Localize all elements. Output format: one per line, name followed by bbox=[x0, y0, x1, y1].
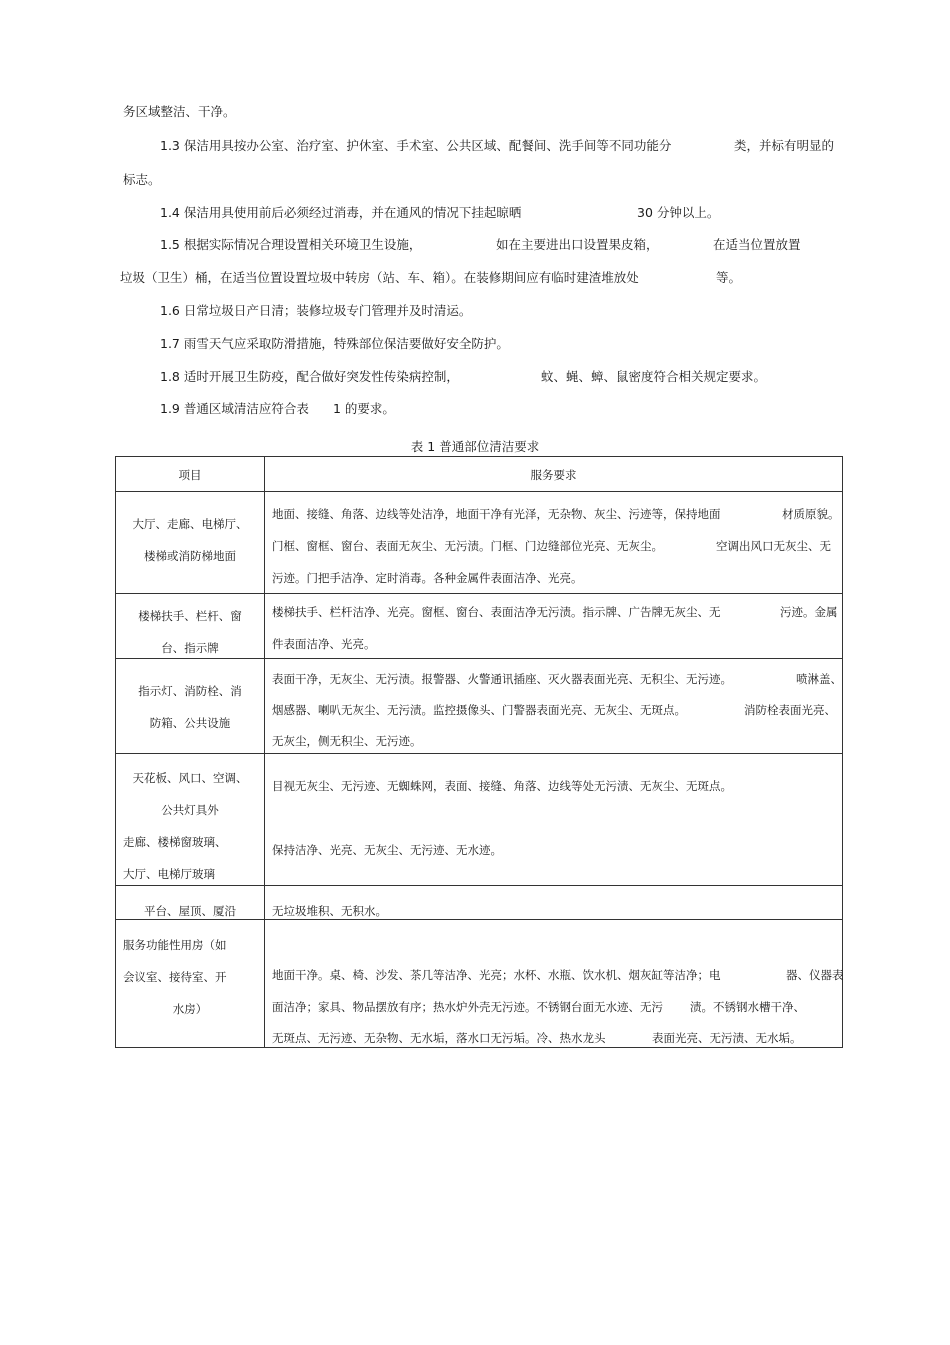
text-line: 类，并标有明显的 bbox=[734, 138, 835, 153]
requirement-text: 无斑点、无污迹、无杂物、无水垢，落水口无污垢。冷、热水龙头 bbox=[272, 1031, 606, 1045]
item-line: 服务功能性用房（如 bbox=[123, 938, 227, 952]
requirement-text: 消防栓表面光亮、 bbox=[744, 703, 836, 717]
table-row bbox=[116, 886, 843, 920]
text-line: 如在主要进出口设置果皮箱， bbox=[496, 237, 659, 252]
requirement-text: 烟感器、喇叭无灰尘、无污渍。监控摄像头、门警器表面光亮、无灰尘、无斑点。 bbox=[272, 703, 686, 717]
requirement-text: 表面干净，无灰尘、无污渍。报警器、火警通讯插座、灭火器表面光亮、无积尘、无污迹。 bbox=[272, 672, 732, 686]
requirement-line: 保持洁净、光亮、无灰尘、无污迹、无水迹。 bbox=[272, 843, 502, 857]
table-cell-requirement bbox=[265, 492, 843, 594]
text-line: 1.3 保洁用具按办公室、治疗室、护休室、手术室、公共区域、配餐间、洗手间等不同功能分 bbox=[160, 138, 672, 153]
table-cell-item bbox=[116, 754, 265, 886]
requirement-text: 楼梯扶手、栏杆洁净、光亮。窗框、窗台、表面洁净无污渍。指示牌、广告牌无灰尘、无 bbox=[272, 605, 721, 619]
table-cell-requirement bbox=[265, 594, 843, 659]
table-header-cell bbox=[116, 457, 265, 492]
text-line: 1.8 适时开展卫生防疫，配合做好突发性传染病控制， bbox=[160, 369, 459, 384]
item-line: 平台、屋顶、厦沿 bbox=[144, 904, 236, 918]
table-cell-item bbox=[116, 886, 265, 920]
item-line: 天花板、风口、空调、 bbox=[132, 771, 248, 785]
table-cell-item bbox=[116, 492, 265, 594]
requirement-text: 面洁净；家具、物品摆放有序；热水炉外壳无污迹。不锈钢台面无水迹、无污 bbox=[272, 1000, 663, 1014]
table-row bbox=[116, 492, 843, 594]
table-cell-item bbox=[116, 659, 265, 754]
requirement-line: 目视无灰尘、无污迹、无蜘蛛网，表面、接缝、角落、边线等处无污渍、无灰尘、无斑点。 bbox=[272, 779, 732, 793]
table-row bbox=[116, 920, 843, 1048]
requirement-text: 无灰尘，侧无积尘、无污迹。 bbox=[272, 734, 422, 748]
text-line: 30 分钟以上。 bbox=[637, 205, 720, 220]
table-cell-requirement bbox=[265, 754, 843, 886]
table-caption: 表 1 普通部位清洁要求 bbox=[410, 439, 540, 454]
requirement-text: 器、仪器表 bbox=[786, 968, 844, 982]
table-row bbox=[116, 659, 843, 754]
requirement-text: 材质原貌。 bbox=[782, 507, 840, 521]
table-cell-requirement bbox=[265, 886, 843, 920]
table-row bbox=[116, 594, 843, 659]
item-line: 楼梯扶手、栏杆、窗 bbox=[138, 609, 242, 623]
requirement-text: 表面光亮、无污渍、无水垢。 bbox=[652, 1031, 802, 1045]
table-header-row bbox=[116, 457, 843, 492]
requirement-text: 门框、窗框、窗台、表面无灰尘、无污渍。门框、门边缝部位光亮、无灰尘。 bbox=[272, 539, 663, 553]
text-line: 务区域整洁、干净。 bbox=[123, 104, 236, 119]
requirement-line: 无垃圾堆积、无积水。 bbox=[272, 904, 387, 918]
requirement-text: 空调出风口无灰尘、无 bbox=[716, 539, 831, 553]
paragraph-1-7 bbox=[160, 336, 509, 352]
paragraph-1-5 bbox=[120, 237, 850, 287]
item-line: 走廊、楼梯窗玻璃、 bbox=[123, 835, 227, 849]
requirement-text: 渍。不锈钢水槽干净、 bbox=[690, 1000, 805, 1014]
table-row bbox=[116, 754, 843, 886]
text-line: 1.4 保洁用具使用前后必须经过消毒，并在通风的情况下挂起晾晒 bbox=[160, 205, 522, 220]
requirement-text: 污迹。门把手洁净、定时消毒。各种金属件表面洁净、光亮。 bbox=[272, 571, 583, 585]
text-line: 1 的要求。 bbox=[333, 401, 395, 416]
table-cell-requirement bbox=[265, 920, 843, 1048]
table-cell-item bbox=[116, 920, 265, 1048]
requirement-text: 地面干净。桌、椅、沙发、茶几等洁净、光亮；水杯、水瓶、饮水机、烟灰缸等洁净；电 bbox=[272, 968, 721, 982]
text-line: 等。 bbox=[716, 270, 742, 285]
paragraph-1-6 bbox=[160, 303, 471, 319]
text-line: 在适当位置放置 bbox=[713, 237, 801, 252]
item-line: 指示灯、消防栓、消 bbox=[138, 684, 242, 698]
paragraph-continuation bbox=[123, 104, 236, 120]
paragraph-1-3 bbox=[123, 138, 850, 188]
item-line: 台、指示牌 bbox=[161, 641, 219, 655]
requirement-text: 地面、接缝、角落、边线等处洁净，地面干净有光泽，无杂物、灰尘、污迹等，保持地面 bbox=[272, 507, 721, 521]
requirement-text: 件表面洁净、光亮。 bbox=[272, 637, 376, 651]
header-requirement-label: 服务要求 bbox=[530, 468, 577, 482]
item-line: 楼梯或消防梯地面 bbox=[144, 549, 236, 563]
item-line: 大厅、走廊、电梯厅、 bbox=[132, 517, 248, 531]
requirement-text: 喷淋盖、 bbox=[796, 672, 842, 686]
text-line: 1.7 雨雪天气应采取防滑措施，特殊部位保洁要做好安全防护。 bbox=[160, 336, 509, 351]
table-header-cell bbox=[265, 457, 843, 492]
text-line: 1.9 普通区域清洁应符合表 bbox=[160, 401, 309, 416]
item-line: 会议室、接待室、开 bbox=[123, 970, 227, 984]
item-line: 水房） bbox=[172, 1002, 208, 1016]
item-line: 大厅、电梯厅玻璃 bbox=[123, 867, 215, 881]
header-item-label: 项目 bbox=[178, 468, 202, 482]
item-line: 防箱、公共设施 bbox=[149, 716, 231, 730]
table-cell-requirement bbox=[265, 659, 843, 754]
table-cell-item bbox=[116, 594, 265, 659]
cleaning-requirements-table bbox=[115, 456, 843, 1048]
text-line: 1.6 日常垃圾日产日清；装修垃圾专门管理并及时清运。 bbox=[160, 303, 472, 318]
text-line: 1.5 根据实际情况合理设置相关环境卫生设施， bbox=[160, 237, 422, 252]
item-line: 公共灯具外 bbox=[161, 803, 219, 817]
text-line: 标志。 bbox=[123, 172, 161, 187]
requirement-text: 污迹。金属 bbox=[780, 605, 838, 619]
text-line: 垃圾（卫生）桶，在适当位置设置垃圾中转房（站、车、箱）。在装修期间应有临时建渣堆放处 bbox=[120, 270, 639, 285]
text-line: 蚊、蝇、蟑、鼠密度符合相关规定要求。 bbox=[541, 369, 767, 384]
